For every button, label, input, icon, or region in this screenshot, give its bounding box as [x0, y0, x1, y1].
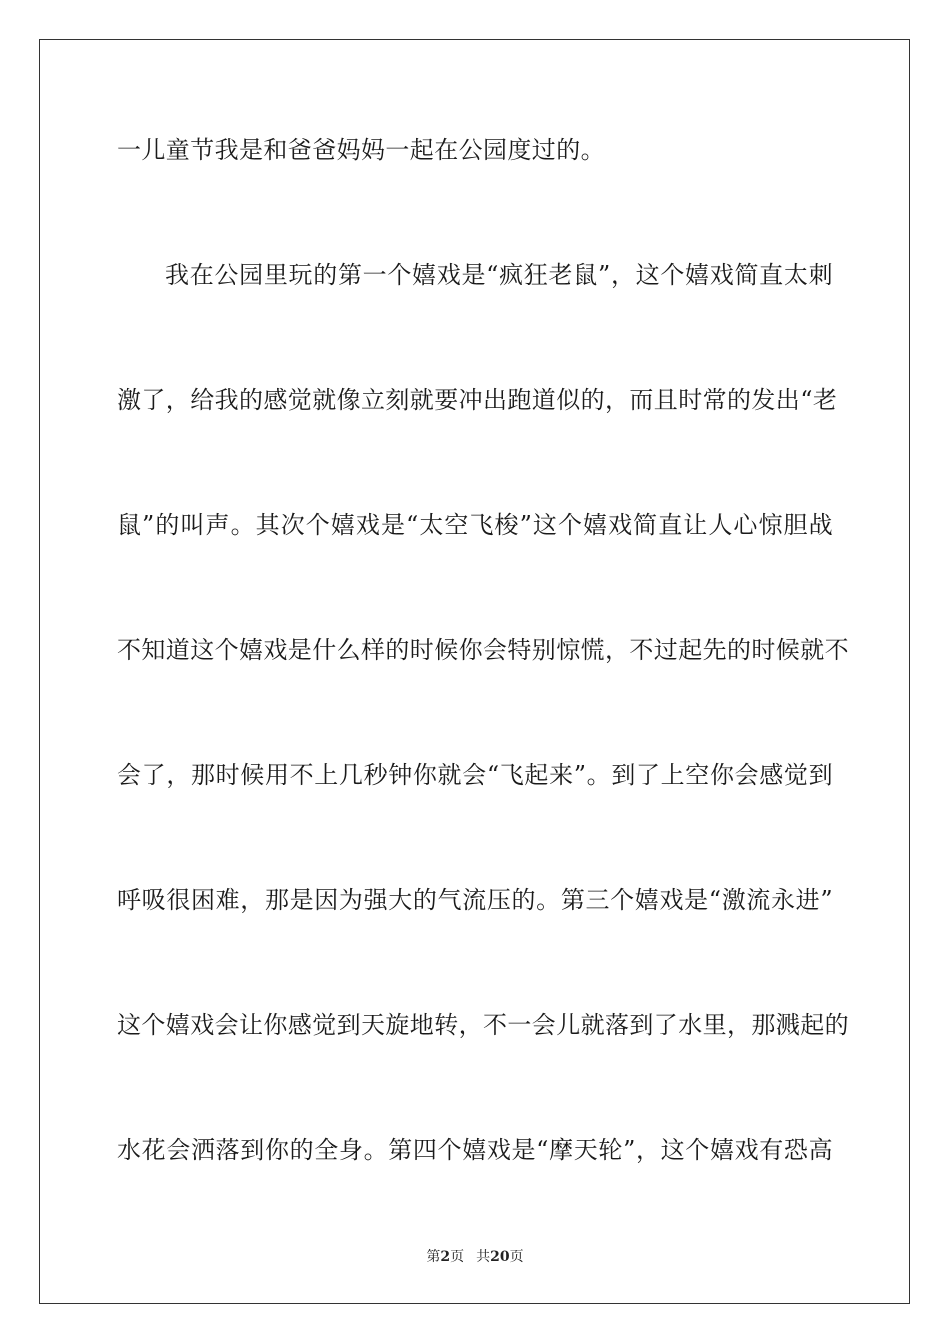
body-line-5: 不知道这个嬉戏是什么样的时候你会特别惊慌，不过起先的时候就不	[117, 636, 849, 664]
body-line-7: 呼吸很困难，那是因为强大的气流压的。第三个嬉戏是“激流永进”	[117, 886, 833, 914]
total-pages: 20	[490, 1249, 510, 1265]
body-line-1: 一儿童节我是和爸爸妈妈一起在公园度过的。	[117, 136, 605, 164]
page-footer	[0, 1248, 950, 1266]
body-line-2: 我在公园里玩的第一个嬉戏是“疯狂老鼠”，这个嬉戏简直太刺	[165, 261, 833, 289]
total-prefix: 共	[476, 1249, 491, 1265]
body-line-6: 会了，那时候用不上几秒钟你就会“飞起来”。到了上空你会感觉到	[117, 761, 833, 789]
body-line-8: 这个嬉戏会让你感觉到天旋地转，不一会儿就落到了水里，那溅起的	[117, 1011, 849, 1039]
page-frame	[39, 39, 910, 1304]
body-line-4: 鼠”的叫声。其次个嬉戏是“太空飞梭”这个嬉戏简直让人心惊胆战	[117, 511, 833, 539]
page-number: 2	[440, 1249, 451, 1265]
page-prefix: 第	[426, 1249, 441, 1265]
total-suffix: 页	[509, 1249, 524, 1265]
page-suffix: 页	[450, 1249, 465, 1265]
body-line-9: 水花会洒落到你的全身。第四个嬉戏是“摩天轮”，这个嬉戏有恐高	[117, 1136, 833, 1164]
body-line-3: 激了，给我的感觉就像立刻就要冲出跑道似的，而且时常的发出“老	[117, 386, 838, 414]
